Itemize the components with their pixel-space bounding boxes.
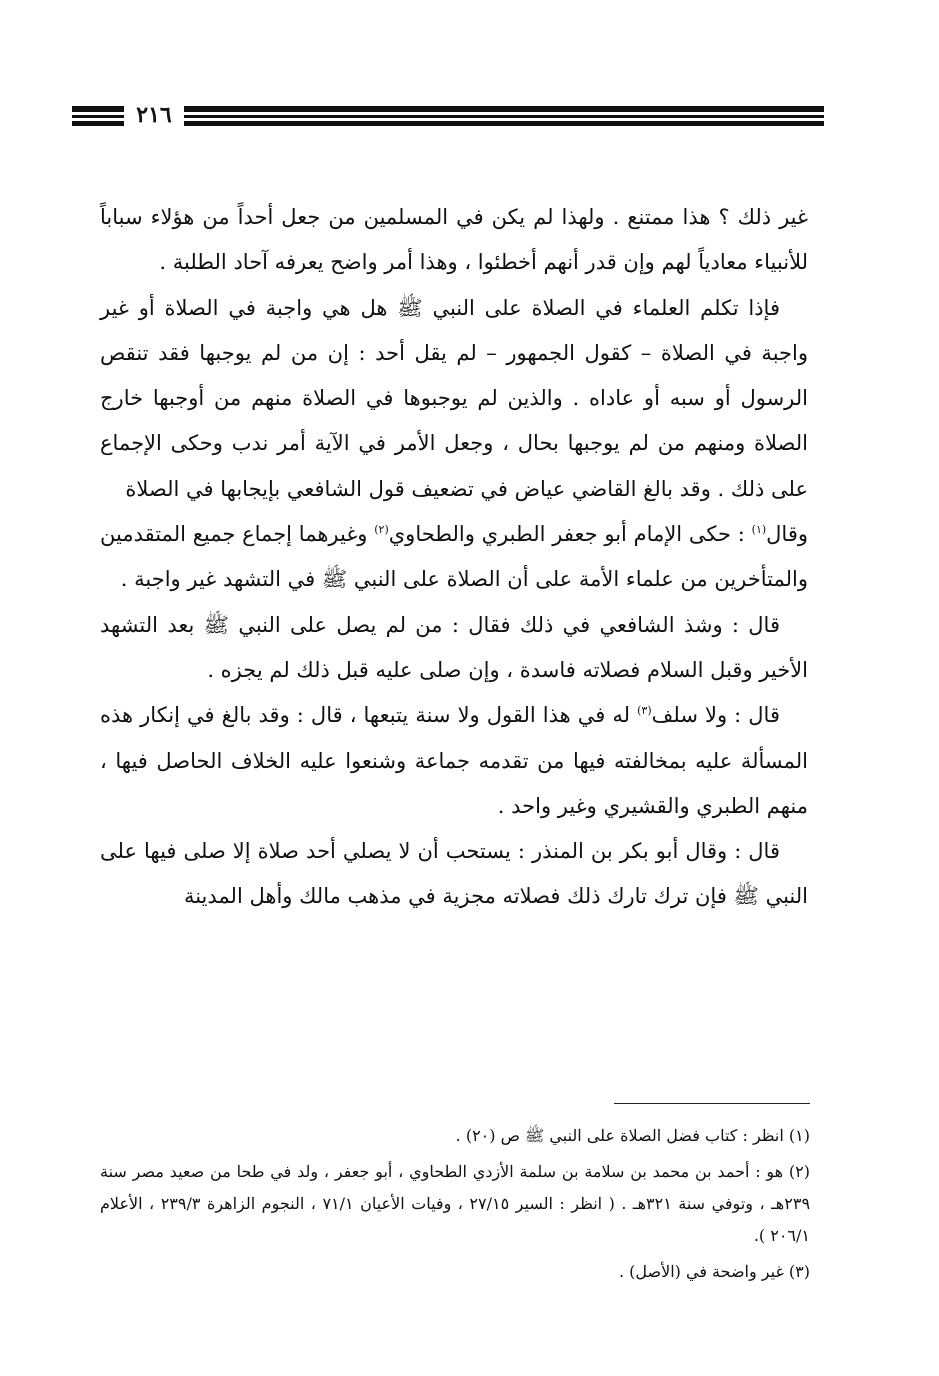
header-rule-bottom — [72, 121, 824, 126]
footnote-1: (١) انظر : كتاب فضل الصلاة على النبي ﷺ ص (٢٠) . — [455, 1126, 810, 1145]
header-rule-top — [72, 106, 824, 112]
paragraph-3-part-1: وقال — [766, 522, 808, 547]
header-rule-middle — [72, 115, 824, 118]
body-text — [100, 195, 808, 920]
footnotes — [100, 1120, 810, 1292]
footnote-ref-1: (١) — [751, 523, 767, 537]
footnote-ref-3: (٣) — [637, 704, 652, 718]
paragraph-3 — [100, 512, 808, 603]
paragraph-5-part-1: قال : ولا سلف — [651, 703, 780, 728]
page-header — [72, 100, 824, 130]
paragraph-6: قال : وقال أبو بكر بن المنذر : يستحب أن لا يصلي أحد صلاة إلا صلى فيها على النبي ﷺ فإن ترك تارك ذلك فصلاته مجزية في مذهب مالك وأهل المدينة — [100, 839, 808, 909]
paragraph-3-part-2: : حكى الإمام أبو جعفر الطبري والطحاوي — [388, 522, 752, 547]
footnote-separator — [614, 1103, 810, 1104]
paragraph-4: قال : وشذ الشافعي في ذلك فقال : من لم يصل على النبي ﷺ بعد التشهد الأخير وقبل السلام فصلاته فاسدة ، وإن صلى عليه قبل ذلك لم يجزه . — [100, 612, 808, 682]
paragraph-3-part-3: وغيرهما إجماع جميع المتقدمين والمتأخرين من علماء الأمة على أن الصلاة على النبي ﷺ في التشهد غير واجبة . — [100, 522, 808, 592]
paragraph-2: فإذا تكلم العلماء في الصلاة على النبي ﷺ هل هي واجبة في الصلاة أو غير واجبة في الصلاة – كقول الجمهور – لم يقل أحد : إن من لم يوجبها فقد تنقص الرسول أو سبه أو عاداه . والذين لم يوجبوها في الصلاة منهم من أوجبها خارج الصلاة ومنهم من لم يوجبها بحال ، وجعل الأمر في الآية أمر ندب وحكى الإجماع على ذلك . وقد بالغ القاضي عياض في تضعيف قول الشافعي بإيجابها في الصلاة — [100, 295, 808, 501]
paragraph-1: غير ذلك ؟ هذا ممتنع . ولهذا لم يكن في المسلمين من جعل أحداً من هؤلاء سباباً للأنبياء معادياً لهم وإن قدر أنهم أخطئوا ، وهذا أمر واضح يعرفه آحاد الطلبة . — [100, 205, 808, 275]
footnote-3: (٣) غير واضحة في (الأصل) . — [618, 1262, 810, 1281]
footnote-ref-2: (٢) — [374, 523, 389, 537]
footnote-2: (٢) هو : أحمد بن محمد بن سلامة بن سلمة الأزدي الطحاوي ، أبو جعفر ، ولد في طحا من صعيد مصر سنة ٢٣٩هـ ، وتوفي سنة ٣٢١هـ . ( انظر : السير ٢٧/١٥ ، وفيات الأعيان ٧١/١ ، النجوم الزاهرة ٢٣٩/٣ ، الأعلام ٢٠٦/١ ). — [100, 1162, 811, 1245]
page-number: ٢١٦ — [124, 102, 184, 128]
paragraph-5-part-2: له في هذا القول ولا سنة يتبعها ، قال : وقد بالغ في إنكار هذه المسألة عليه بمخالفته فيها من تقدمه جماعة وشنعوا عليه الخلاف الحاصل فيها ، منهم الطبري والقشيري وغير واحد . — [100, 703, 808, 818]
paragraph-5 — [100, 693, 808, 829]
